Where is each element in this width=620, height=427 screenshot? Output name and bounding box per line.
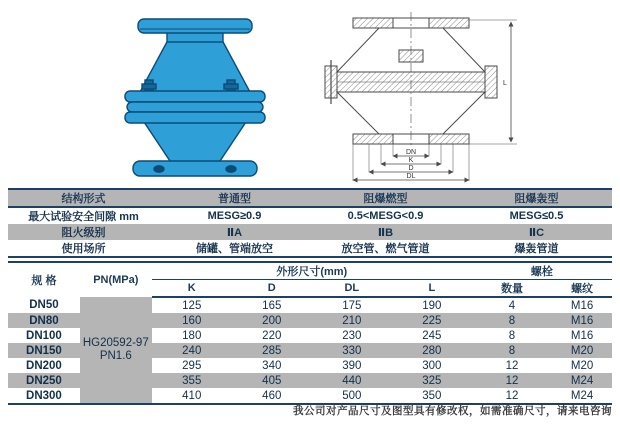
dimension-diagram	[323, 6, 521, 184]
spec-header-deflagration: 阻爆燃型	[310, 189, 461, 207]
cell: ⅡC	[461, 224, 612, 240]
cell: 180	[182, 329, 202, 342]
cell: 285	[232, 343, 312, 358]
cell: 放空管、燃气管道	[341, 243, 430, 255]
pn-cell	[80, 297, 152, 404]
spec-table	[8, 188, 612, 258]
dimension-table	[8, 261, 612, 405]
cell: 245	[422, 329, 442, 342]
cell: MESG≥0.9	[207, 210, 262, 222]
cell: 160	[152, 313, 232, 328]
cell: M20	[552, 343, 612, 358]
dim-header-qty: 数量	[472, 280, 552, 298]
cell: M16	[552, 313, 612, 328]
dim-label-l: L	[503, 80, 507, 87]
cell: 500	[342, 389, 362, 402]
lower-cone	[144, 122, 246, 164]
dim-header-row-1	[8, 262, 612, 280]
spec-header-detonation: 阻爆轰型	[461, 189, 612, 207]
spec-header-row	[8, 189, 612, 207]
spec-cell: DN250	[8, 373, 80, 388]
cell: 300	[422, 359, 442, 372]
dim-label-dn: DN	[405, 149, 417, 156]
row-label: 阻火级别	[8, 224, 159, 240]
cell: 12	[472, 373, 552, 388]
spec-header-structure: 结构形式	[8, 189, 159, 207]
table-row	[8, 297, 612, 313]
cell: 0.5<MESG<0.9	[347, 210, 424, 222]
cell: 240	[152, 343, 232, 358]
dim-header-thread: 螺纹	[552, 280, 612, 298]
cell: M20	[570, 359, 594, 372]
cell: 350	[422, 389, 442, 402]
cell: 190	[422, 299, 442, 312]
cell: 410	[182, 389, 202, 402]
cell: ⅡB	[310, 224, 461, 240]
mid-flange-2	[127, 102, 263, 112]
cell: 295	[182, 359, 202, 372]
cell: 125	[182, 299, 202, 312]
right-bolt-tab	[485, 66, 497, 98]
cell: 225	[392, 313, 472, 328]
cell: 8	[472, 313, 552, 328]
cell: 405	[232, 373, 312, 388]
footer-note: 我公司对产品尺寸及图型具有修改权，如需准确尺寸，请来电咨询	[293, 405, 612, 417]
dim-header-bolt: 螺栓	[472, 262, 612, 280]
pn-rating: PN1.6	[99, 350, 132, 362]
spec-cell: DN150	[8, 343, 80, 358]
cell: 8	[472, 343, 552, 358]
table-row	[8, 224, 612, 240]
dim-header-l: L	[392, 280, 472, 298]
cell: 储罐、管端放空	[196, 243, 273, 255]
bottom-flange	[133, 161, 257, 176]
dim-header-spec: 规 格	[8, 262, 80, 297]
mid-flange-1	[125, 91, 265, 102]
cell: M16	[570, 329, 594, 342]
dim-label-d: D	[408, 165, 414, 172]
table-row	[8, 240, 612, 257]
dim-header-k: K	[152, 280, 232, 298]
product-illustration	[100, 10, 290, 182]
cell: M24	[570, 389, 594, 402]
spec-cell: DN100	[26, 329, 62, 342]
dim-label-k: K	[408, 157, 414, 164]
cell: 280	[392, 343, 472, 358]
spec-cell: DN200	[26, 359, 62, 372]
cell: 165	[262, 299, 282, 312]
top-flange	[138, 19, 252, 33]
spec-header-normal: 普通型	[159, 189, 310, 207]
cell: 8	[508, 329, 516, 342]
cell: ⅡA	[159, 224, 310, 240]
cell: 390	[342, 359, 362, 372]
dim-header-d: D	[232, 280, 312, 298]
cell: 330	[312, 343, 392, 358]
spec-cell: DN80	[8, 313, 80, 328]
row-label: 最大试验安全间隙 mm	[28, 211, 139, 223]
bolt-hole-left	[154, 166, 164, 172]
dim-label-dl: DL	[406, 173, 416, 180]
spec-cell: DN50	[29, 299, 59, 311]
bolt-hole-right	[226, 166, 236, 172]
pn-standard: HG20592-97	[82, 337, 149, 349]
cell: 355	[152, 373, 232, 388]
cell: MESG≤0.5	[509, 210, 564, 222]
cell: 230	[342, 329, 362, 342]
mid-flange-3	[125, 112, 265, 123]
cell: M24	[552, 373, 612, 388]
cell: 220	[262, 329, 282, 342]
cell: 440	[312, 373, 392, 388]
cell: 210	[312, 313, 392, 328]
dim-header-dl: DL	[312, 280, 392, 298]
cell: 4	[508, 299, 516, 312]
cell: 325	[392, 373, 472, 388]
cell: 爆轰管道	[514, 243, 559, 255]
cell: 200	[232, 313, 312, 328]
cell: 340	[262, 359, 282, 372]
table-row	[8, 207, 612, 224]
nameplate	[399, 50, 423, 62]
cell: 12	[505, 389, 519, 402]
row-label: 使用场所	[61, 243, 106, 255]
dim-header-dims: 外形尺寸(mm)	[152, 262, 472, 280]
cell: 175	[342, 299, 362, 312]
cell: M16	[570, 299, 594, 312]
cell: 460	[262, 389, 282, 402]
cell: 12	[505, 359, 519, 372]
spec-cell: DN300	[26, 389, 62, 402]
dim-header-pn: PN(MPa)	[80, 262, 152, 297]
